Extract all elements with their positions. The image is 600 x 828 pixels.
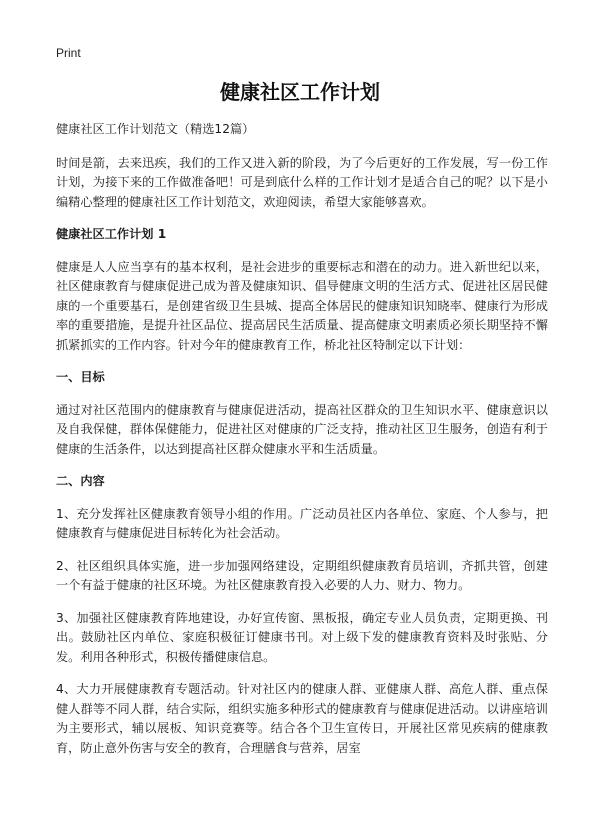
print-link[interactable]: Print [56, 46, 81, 60]
content-item-4: 4、大力开展健康教育专题活动。针对社区内的健康人群、亚健康人群、高危人群、重点保健人群等不同人群，结合实际，组织实施多种形式的健康教育与健康促进活动。以讲座培训为主要形式，辅以展板、知识竞赛等。结合各个卫生宣传日，开展社区常见疾病的健康教育，防止意外伤害与安全的教育，合理膳食与营养，居室 [56, 682, 548, 755]
page-title: 健康社区工作计划 [220, 80, 380, 104]
section-heading-content: 二、内容 [56, 474, 105, 488]
document-body [56, 120, 548, 771]
intro-paragraph: 时间是箭，去来迅疾，我们的工作又进入新的阶段，为了今后更好的工作发展，写一份工作计划，为接下来的工作做准备吧！可是到底什么样的工作计划才是适合自己的呢？以下是小编精心整理的健康社区工作计划范文，欢迎阅读，希望大家能够喜欢。 [56, 155, 548, 209]
content-item-3: 3、加强社区健康教育阵地建设，办好宣传窗、黑板报，确定专业人员负责，定期更换、刊出。鼓励社区内单位、家庭积极征订健康书刊。对上级下发的健康教育资料及时张贴、分发。利用各种形式，积极传播健康信息。 [56, 610, 548, 664]
section-heading-plan-1: 健康社区工作计划 1 [56, 227, 167, 241]
goal-paragraph: 通过对社区范围内的健康教育与健康促进活动，提高社区群众的卫生知识水平、健康意识以及自我保健，群体保健能力，促进社区对健康的广泛支持，推动社区卫生服务，创造有利于健康的生活条件，以达到提高社区群众健康水平和生活质量。 [56, 402, 548, 456]
content-item-1: 1、充分发挥社区健康教育领导小组的作用。广泛动员社区内各单位、家庭、个人参与，把健康教育与健康促进目标转化为社会活动。 [56, 506, 548, 540]
section-heading-goal: 一、目标 [56, 370, 105, 384]
document-subtitle: 健康社区工作计划范文（精选12篇） [56, 122, 255, 136]
content-item-2: 2、社区组织具体实施，进一步加强网络建设，定期组织健康教育员培训，齐抓共管，创建一个有益于健康的社区环境。为社区健康教育投入必要的人力、财力、物力。 [56, 558, 548, 592]
section-paragraph-plan-1: 健康是人人应当享有的基本权利，是社会进步的重要标志和潜在的动力。进入新世纪以来，社区健康教育与健康促进己成为普及健康知识、倡导健康文明的生活方式、促进社区居民健康的一个重要基石，是创建省级卫生县城、提高全体居民的健康知识知晓率、健康行为形成率的重要措施，是提升社区品位、提高居民生活质量、提高健康文明素质必须长期坚持不懈抓紧抓实的工作内容。针对今年的健康教育工作，桥北社区特制定以下计划： [56, 259, 548, 352]
